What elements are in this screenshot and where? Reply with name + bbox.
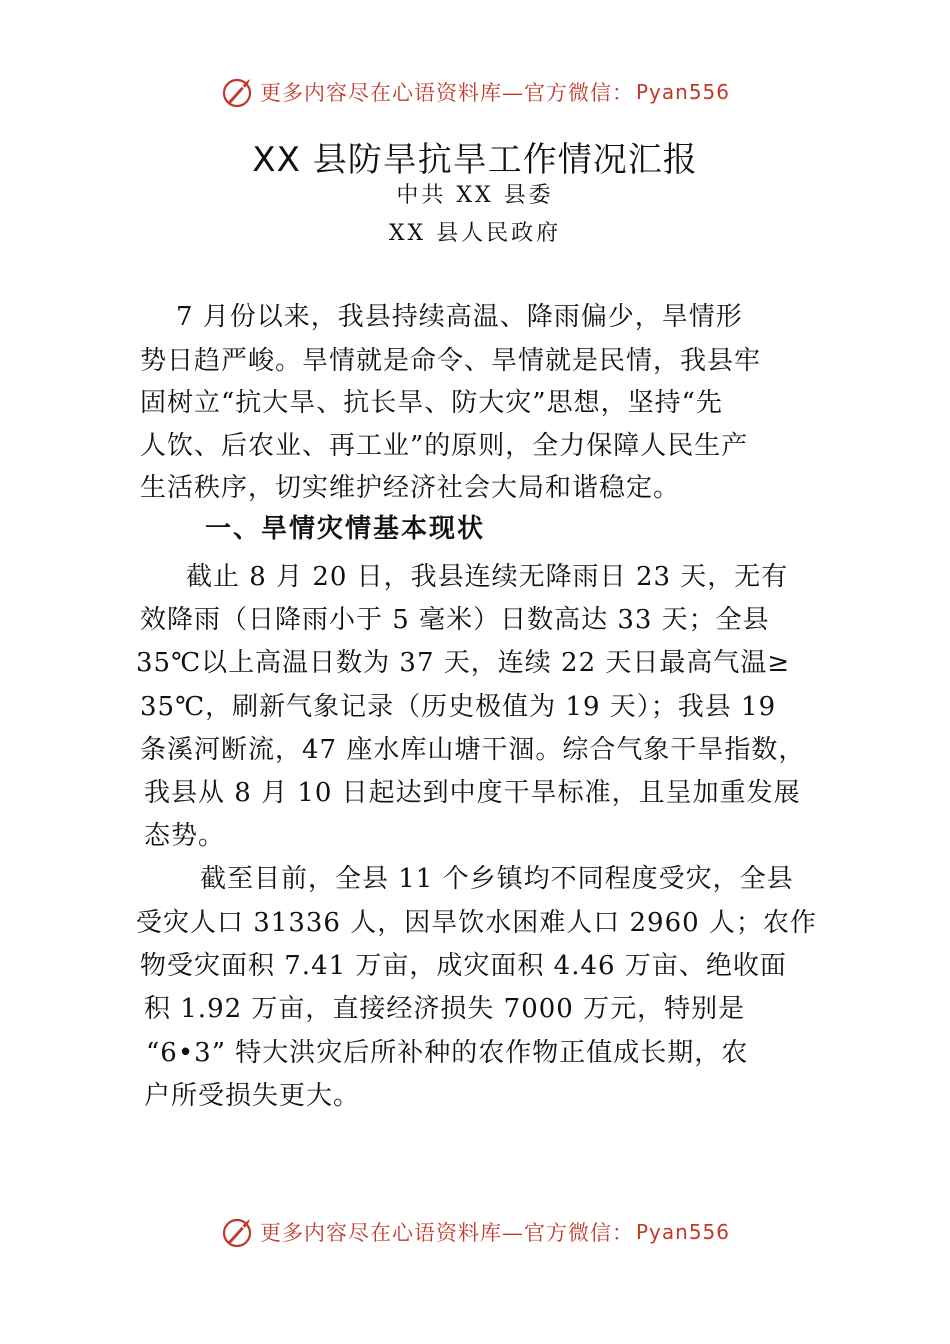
watermark-wechat-id: Pyan556 <box>635 1220 730 1244</box>
paragraph-line: 效降雨（日降雨小于 5 毫米）日数高达 33 天；全县 <box>140 605 770 635</box>
issuer-county-government: XX 县人民政府 <box>388 221 562 246</box>
paragraph-line: 受灾人口 31336 人，因旱饮水困难人口 2960 人；农作 <box>136 908 817 938</box>
paragraph-line: 条溪河断流，47 座水库山塘干涸。综合气象干旱指数， <box>140 735 806 765</box>
watermark-text: 更多内容尽在心语资料库—官方微信： <box>259 81 634 105</box>
document-title: XX 县防旱抗旱工作情况汇报 <box>252 140 698 180</box>
footer-watermark <box>0 1212 950 1252</box>
quill-logo-icon <box>220 74 256 110</box>
section-heading: 一、旱情灾情基本现状 <box>205 514 486 544</box>
watermark-text: 更多内容尽在心语资料库—官方微信： <box>259 1221 634 1245</box>
paragraph-line: 我县从 8 月 10 日起达到中度干旱标准，且呈加重发展 <box>144 778 801 808</box>
paragraph-line: 35℃以上高温日数为 37 天，连续 22 天日最高气温≥ <box>136 648 791 678</box>
paragraph-line: 7 月份以来，我县持续高温、降雨偏少，旱情形 <box>176 302 743 332</box>
paragraph-line: 截止 8 月 20 日，我县连续无降雨日 23 天，无有 <box>186 562 789 592</box>
quill-logo-icon <box>220 1214 256 1250</box>
paragraph-line: 生活秩序，切实维护经济社会大局和谐稳定。 <box>140 473 681 503</box>
watermark-wechat-id: Pyan556 <box>635 80 730 104</box>
paragraph-line: 积 1.92 万亩，直接经济损失 7000 万元，特别是 <box>144 994 746 1024</box>
paragraph-line: “6•3” 特大洪灾后所补种的农作物正值成长期，农 <box>146 1038 749 1068</box>
paragraph-line: 人饮、后农业、再工业”的原则，全力保障人民生产 <box>140 431 749 461</box>
paragraph-line: 物受灾面积 7.41 万亩，成灾面积 4.46 万亩、绝收面 <box>140 951 787 981</box>
paragraph-line: 势日趋严峻。旱情就是命令、旱情就是民情，我县牢 <box>140 346 762 376</box>
paragraph-line: 截至目前，全县 11 个乡镇均不同程度受灾，全县 <box>200 864 794 894</box>
paragraph-line: 户所受损失更大。 <box>144 1081 361 1111</box>
paragraph-line: 35℃，刷新气象记录（历史极值为 19 天）；我县 19 <box>140 692 777 722</box>
paragraph-line: 态势。 <box>144 821 226 851</box>
paragraph-line: 固树立“抗大旱、抗长旱、防大灾”思想，坚持“先 <box>140 388 723 418</box>
header-watermark <box>0 72 950 112</box>
issuer-party-committee: 中共 XX 县委 <box>396 183 554 208</box>
